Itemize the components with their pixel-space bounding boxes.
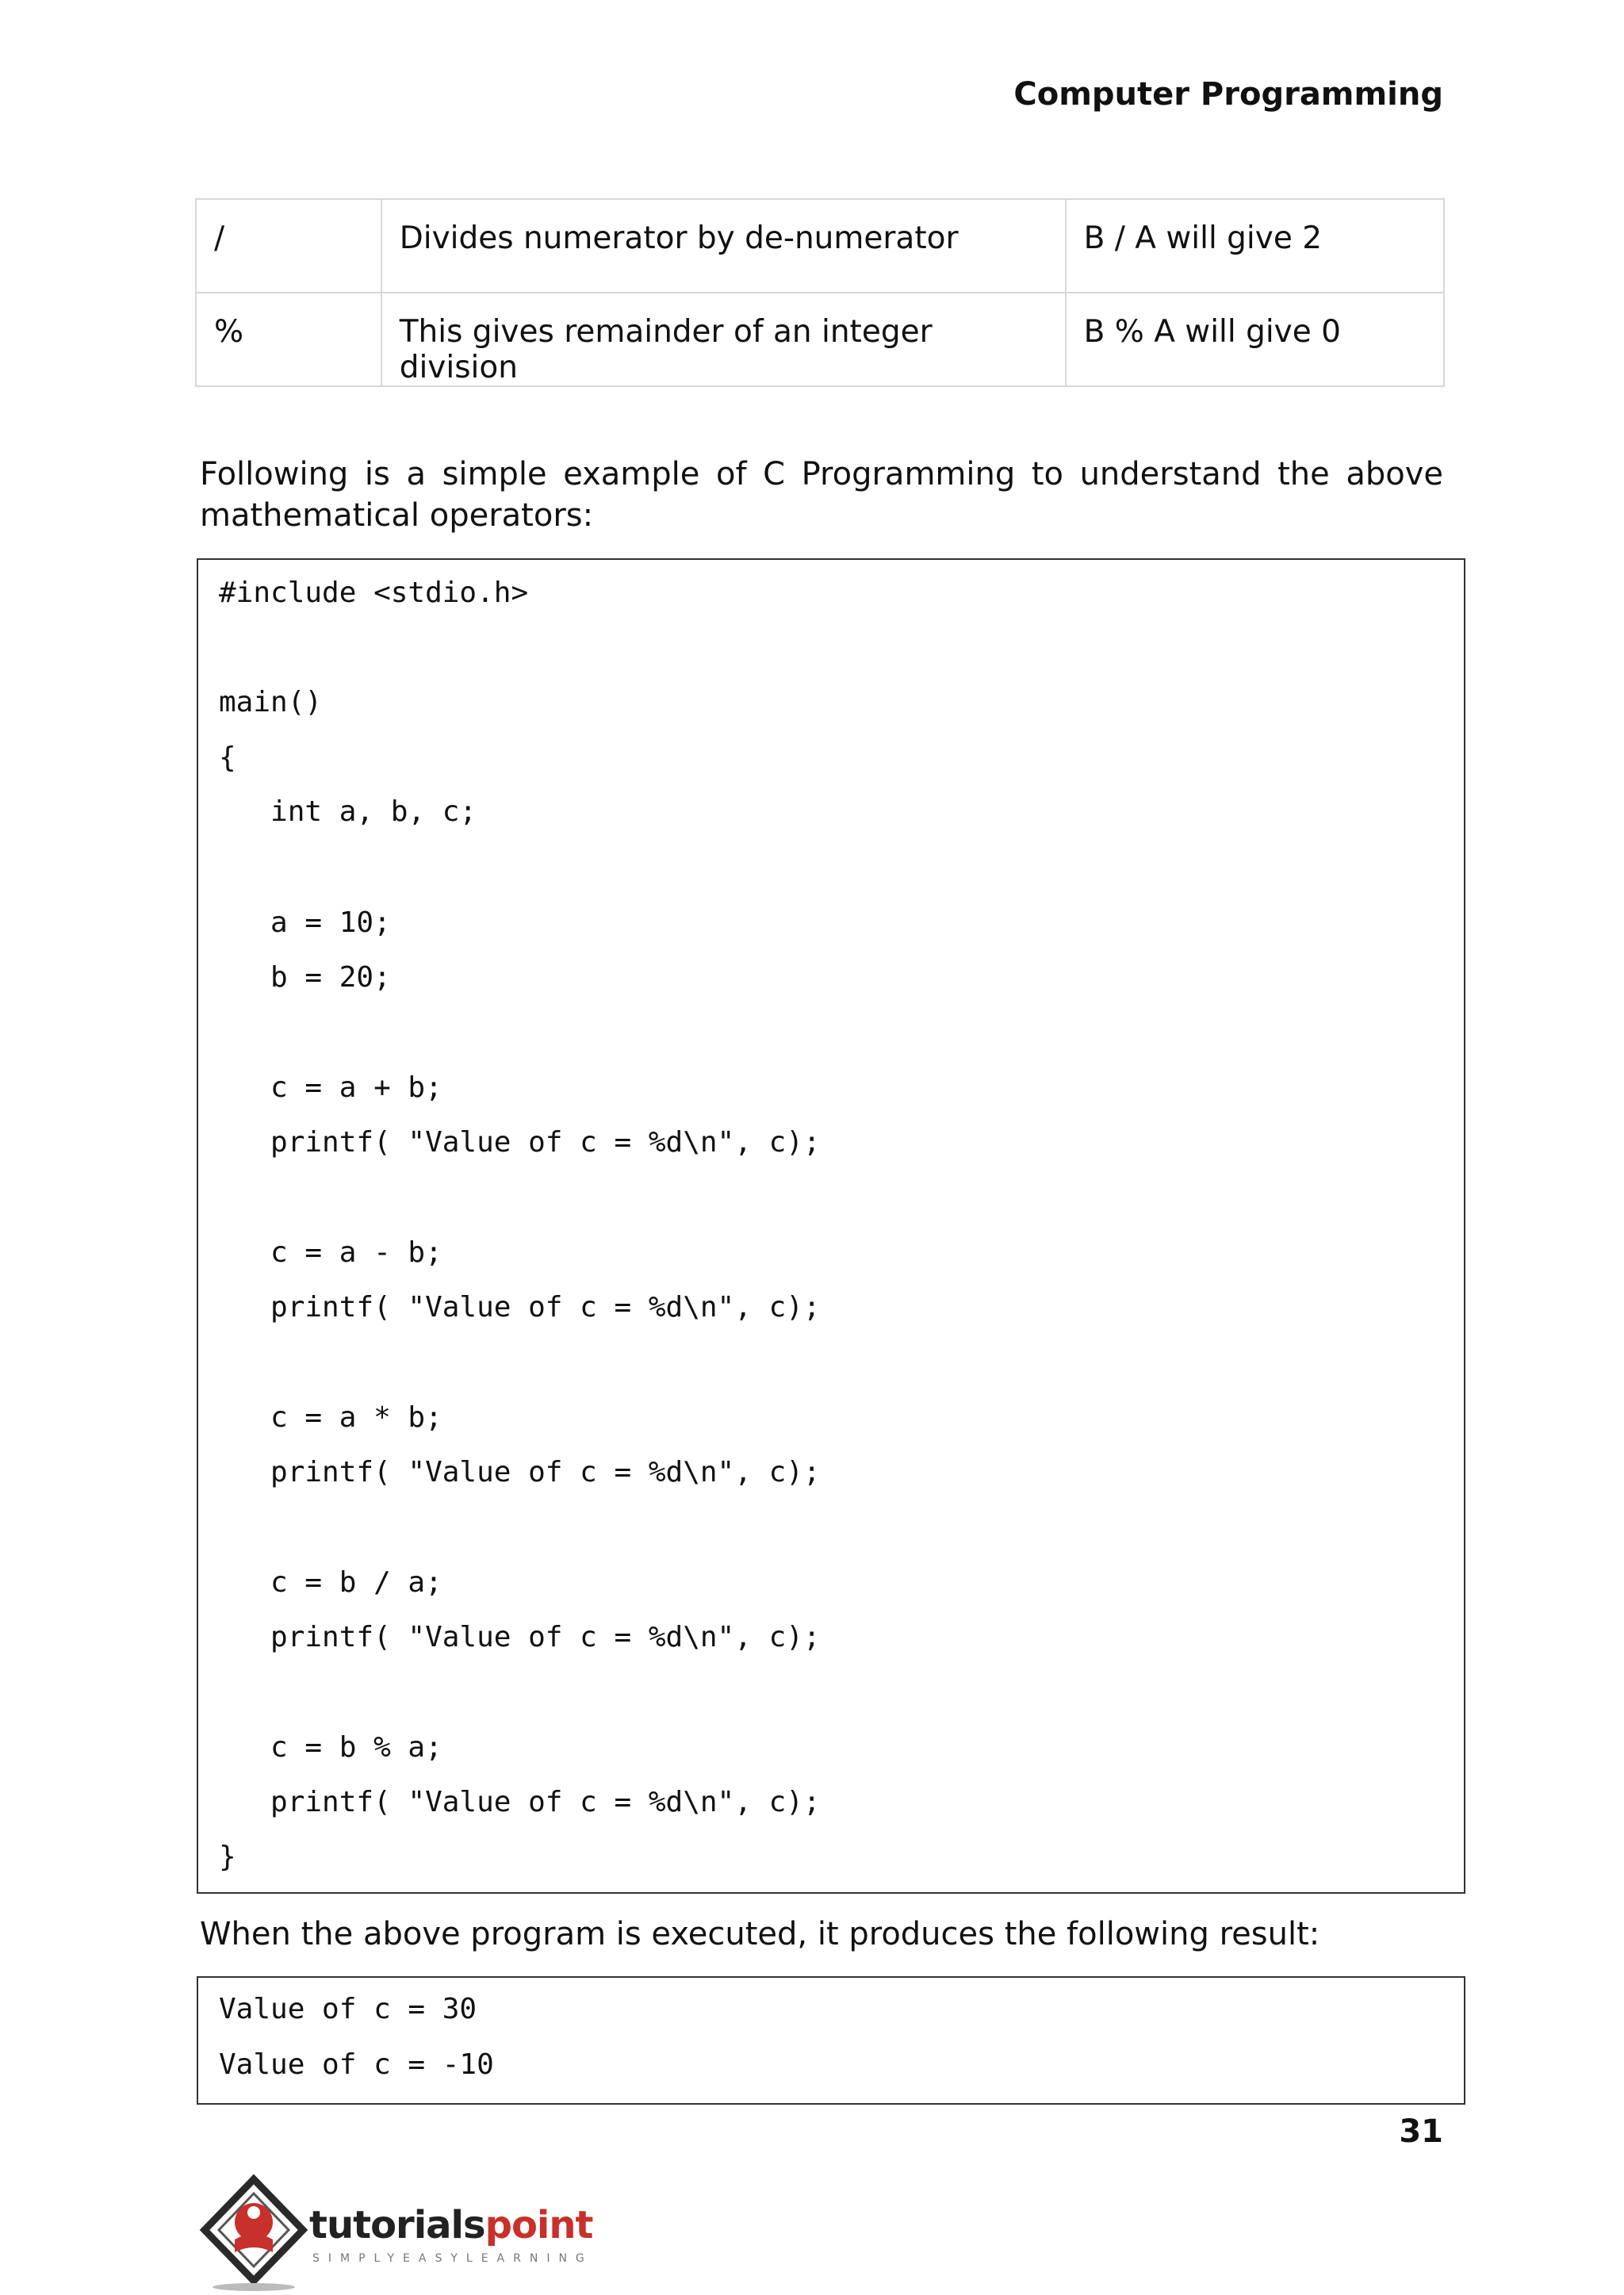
code-line: { <box>219 741 236 774</box>
operator-cell: % <box>196 293 381 386</box>
code-line: } <box>219 1841 236 1873</box>
table-row <box>196 199 1444 293</box>
page-number: 31 <box>1399 2113 1443 2150</box>
logo-tagline: SIMPLYEASYLEARNING <box>312 2252 593 2265</box>
description-cell: This gives remainder of an integer division <box>381 293 1066 386</box>
code-line: #include <stdio.h> <box>219 577 529 609</box>
code-line: printf( "Value of c = %d\n", c); <box>219 1786 821 1818</box>
code-line: int a, b, c; <box>219 795 477 828</box>
output-listing <box>197 1976 1465 2105</box>
code-line: b = 20; <box>219 961 391 994</box>
output-line: Value of c = 30 <box>219 1993 477 2025</box>
operator-cell: / <box>196 199 381 293</box>
code-line: printf( "Value of c = %d\n", c); <box>219 1621 821 1653</box>
code-listing <box>197 558 1465 1894</box>
logo-word-point: point <box>485 2203 593 2247</box>
code-line: printf( "Value of c = %d\n", c); <box>219 1291 821 1324</box>
code-line: c = a + b; <box>219 1071 442 1104</box>
code-line: printf( "Value of c = %d\n", c); <box>219 1456 821 1488</box>
intro-paragraph: Following is a simple example of C Programming to understand the above mathematical operators: <box>200 456 1443 534</box>
code-line: c = b / a; <box>219 1566 442 1599</box>
table-row <box>196 293 1444 386</box>
example-cell: B / A will give 2 <box>1066 199 1444 293</box>
running-header: Computer Programming <box>1013 76 1443 113</box>
output-line: Value of c = -10 <box>219 2048 494 2081</box>
logo-word-tutorials: tutorials <box>309 2203 485 2247</box>
tutorialspoint-logo <box>198 2173 595 2292</box>
example-cell: B % A will give 0 <box>1066 293 1444 386</box>
logo-wordmark <box>309 2203 592 2247</box>
code-line: c = a * b; <box>219 1401 442 1434</box>
code-line: c = a - b; <box>219 1236 442 1269</box>
code-line: main() <box>219 686 323 718</box>
operators-table <box>195 198 1445 387</box>
description-cell: Divides numerator by de-numerator <box>381 199 1066 293</box>
code-line: c = b % a; <box>219 1731 442 1764</box>
code-line: a = 10; <box>219 906 391 939</box>
logo-mark-icon <box>198 2173 309 2292</box>
code-line: printf( "Value of c = %d\n", c); <box>219 1126 821 1159</box>
result-intro: When the above program is executed, it produces the following result: <box>200 1916 1320 1952</box>
